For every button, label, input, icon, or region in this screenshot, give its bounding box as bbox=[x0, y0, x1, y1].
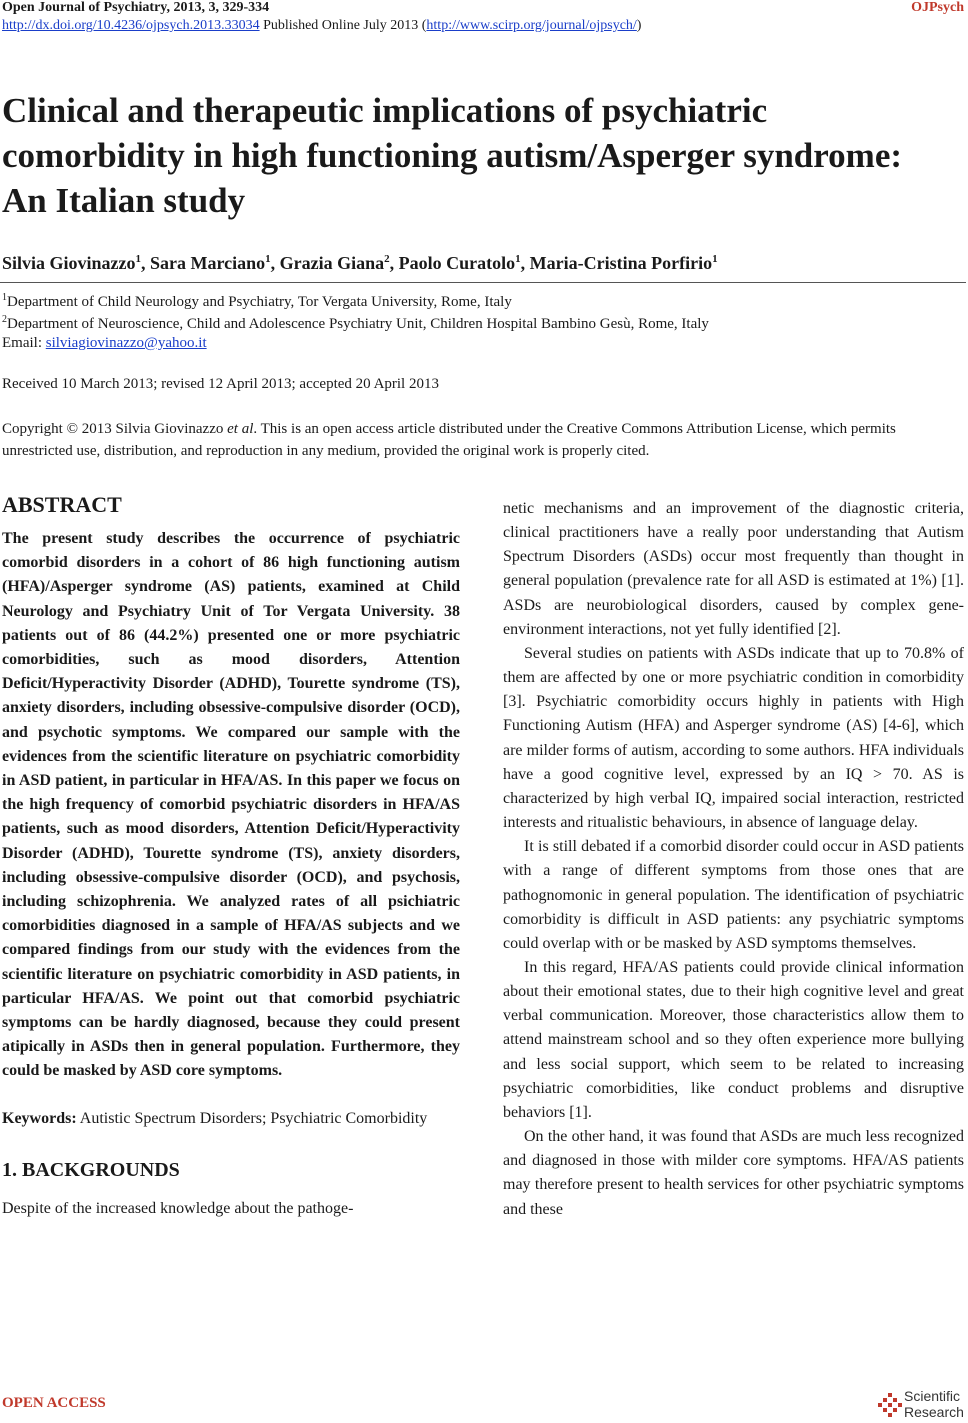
copyright-notice: Copyright © 2013 Silvia Giovinazzo et al. This is an open access article distributed under the Creative Commons Attribution License, which permits unrestricted use, distribution, and reproduction in any medium, provided the original work is properly cited. bbox=[2, 421, 896, 459]
author: Grazia Giana$^2$, bbox=[279, 253, 399, 273]
body-paragraph: It is still debated if a comorbid disorder could occur in ASD patients with a range of different symptoms from those ones that are pathognomonic in general population. The identification of psychiatric comorbidity is difficult in ASD patients: any psychiatric symptoms could overlap with or be masked by ASD symptoms themselves. bbox=[503, 838, 964, 952]
close-paren: ) bbox=[636, 18, 642, 33]
logo-mark-icon bbox=[878, 1393, 902, 1417]
journal-citation: Open Journal of Psychiatry, 2013, 3, 329-334 bbox=[2, 0, 270, 15]
body-paragraph: Several studies on patients with ASDs indicate that up to 70.8% of them are affected by one or more psychiatric condition in comorbidity [3]. Psychiatric comorbidity occurs highly in patients with High Functioning Autism (HFA) and Asperger syndrome (AS) [4-6], which are milder forms of autism, according to some authors. HFA individuals have a good cognitive level, expressed by an IQ > 70. AS is characterized by high verbal IQ, impaired social interaction, restricted interests and ritualistic behaviours, in absence of language delay. bbox=[503, 644, 964, 832]
body-paragraph: netic mechanisms and an improvement of the diagnostic criteria, clinical practitioners have a really poor understanding that Autism Spectrum Disorders (ASDs) occur most frequently than thought in general population (prevalence rate for all ASD is estimated at 1%) [1]. ASDs are neurobiological disorders, caused by complex gene-environment interactions, not yet fully identified [2]. bbox=[503, 500, 964, 638]
body-paragraph: On the other hand, it was found that ASDs are much less recognized and diagnosed in those with milder core symptoms. HFA/AS patients may therefore present to health services for other psychiatric symptoms and these bbox=[503, 1128, 964, 1218]
left-column bbox=[2, 491, 460, 1221]
affiliation-1: $^1$Department of Child Neurology and Psychiatry, Tor Vergata University, Rome, Italy bbox=[2, 292, 512, 310]
body-paragraph: In this regard, HFA/AS patients could provide clinical information about their emotional states, due to their high cognitive level and great verbal communication. Moreover, those characteristics allow them to attend mainstream school and so they often experience more bullying and less social support, which seem to be related to increasing psychiatric comorbidities, like conduct problems and disruptive behaviors [1]. bbox=[503, 958, 964, 1121]
author-list bbox=[2, 253, 718, 274]
author: Paolo Curatolo$^1$, bbox=[398, 253, 530, 273]
running-header bbox=[2, 0, 964, 18]
paper-title: Clinical and therapeutic implications of psychiatric comorbidity in high functioning autism/Asperger syndrome: An Italian study bbox=[2, 91, 903, 220]
doi-link[interactable]: http://dx.doi.org/10.4236/ojpsych.2013.33034 bbox=[2, 18, 260, 33]
affiliation-2: $^2$Department of Neuroscience, Child and Adolescence Psychiatry Unit, Children Hospital Bambino Gesù, Rome, Italy bbox=[2, 314, 709, 332]
publisher-logo bbox=[878, 1388, 968, 1422]
email-line: Email: silviagiovinazzo@yahoo.it bbox=[2, 335, 207, 351]
author: Sara Marciano$^1$, bbox=[150, 253, 280, 273]
logo-text: Scientific Research bbox=[904, 1388, 964, 1420]
abstract-heading: ABSTRACT bbox=[2, 492, 122, 517]
right-column bbox=[503, 497, 964, 1222]
keywords: Keywords: Autistic Spectrum Disorders; Psychiatric Comorbidity bbox=[2, 1109, 428, 1127]
received-dates: Received 10 March 2013; revised 12 April 2013; accepted 20 April 2013 bbox=[2, 376, 439, 392]
journal-short-name: OJPsych bbox=[911, 0, 964, 15]
section-first-line: Despite of the increased knowledge about the pathoge- bbox=[2, 1199, 354, 1217]
author: Silvia Giovinazzo$^1$, bbox=[2, 253, 151, 273]
author: Maria-Cristina Porfirio$^1$ bbox=[529, 253, 718, 273]
author-divider bbox=[0, 282, 966, 283]
email-link[interactable]: silviagiovinazzo@yahoo.it bbox=[45, 335, 207, 351]
doi-line bbox=[2, 18, 641, 34]
published-text: Published Online July 2013 ( bbox=[259, 18, 427, 33]
journal-link[interactable]: http://www.scirp.org/journal/ojpsych/ bbox=[426, 18, 637, 33]
section-heading: 1. BACKGROUNDS bbox=[2, 1158, 180, 1181]
open-access-label: OPEN ACCESS bbox=[2, 1395, 106, 1411]
abstract-body: The present study describes the occurrence of psychiatric comorbid disorders in a cohort of 86 high functioning autism (HFA)/Asperger syndrome (AS) patients, examined at Child Neurology and Psychiatry Unit of Tor Vergata University. 38 patients out of 86 (44.2%) presented one or more psychiatric comorbidities, such as mood disorders, Attention Deficit/Hyperactivity Disorder (ADHD), Tourette syndrome (TS), anxiety disorders, including obsessive-compulsive disorder (OCD), and psychotic symptoms. We compared our sample with the evidences from the scientific literature on psychiatric comorbidity in ASD patient, in particular in HFA/AS. In this paper we focus on the high frequency of comorbid psychiatric disorders in HFA/AS patients, such as mood disorders, Attention Deficit/Hyperactivity Disorder (ADHD), Tourette syndrome (TS), anxiety disorders, including obsessive-compulsive disorder (OCD), and psychosis, including schizophrenia. We analyzed rates of all psichiatric comorbidities diagnosed in a sample of HFA/AS subjects and we compared findings from our study with the evidences from the scientific literature on psychiatric comorbidity in ASD patients, in particular HFA/AS. We point out that comorbid psychiatric symptoms can be hardly diagnosed, because they could present atipically in ASDs then in general population. Furthermore, they could be masked by ASD core symptoms. bbox=[2, 530, 460, 1080]
